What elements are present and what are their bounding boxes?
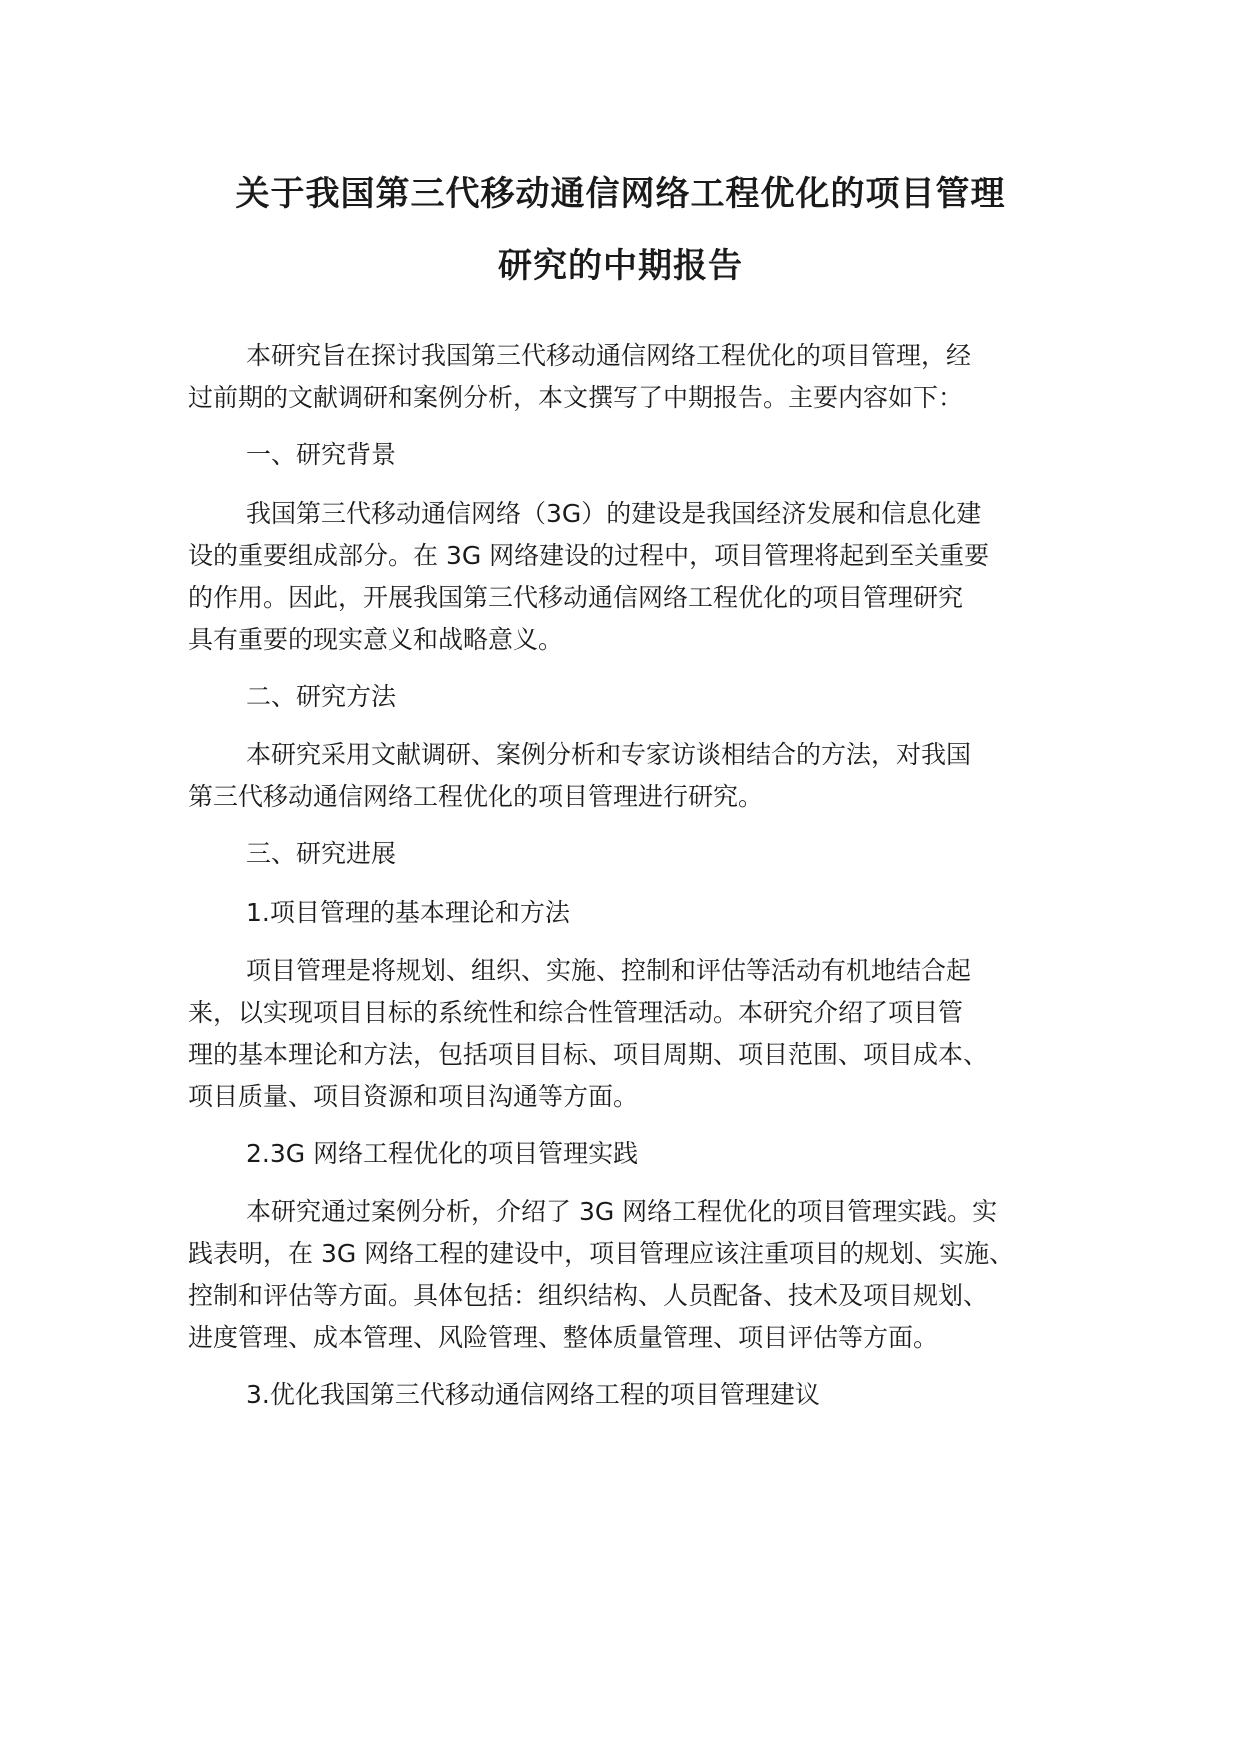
section1-line-2: 设的重要组成部分。在 3G 网络建设的过程中，项目管理将起到至关重要 bbox=[188, 541, 990, 570]
sub1-line-1: 项目管理是将规划、组织、实施、控制和评估等活动有机地结合起 bbox=[246, 956, 972, 985]
section3-heading: 三、研究进展 bbox=[246, 839, 397, 868]
sub1-line-3: 理的基本理论和方法，包括项目目标、项目周期、项目范围、项目成本、 bbox=[188, 1040, 989, 1069]
sub2-line-3: 控制和评估等方面。具体包括：组织结构、人员配备、技术及项目规划、 bbox=[188, 1281, 989, 1310]
section1-line-3: 的作用。因此，开展我国第三代移动通信网络工程优化的项目管理研究 bbox=[188, 583, 964, 612]
section2-line-2: 第三代移动通信网络工程优化的项目管理进行研究。 bbox=[188, 782, 764, 811]
sub1-heading: 1.项目管理的基本理论和方法 bbox=[246, 898, 570, 927]
sub1-line-4: 项目质量、项目资源和项目沟通等方面。 bbox=[188, 1082, 639, 1111]
sub2-line-1: 本研究通过案例分析，介绍了 3G 网络工程优化的项目管理实践。实 bbox=[246, 1197, 998, 1226]
sub2-heading: 2.3G 网络工程优化的项目管理实践 bbox=[246, 1139, 639, 1168]
section2-heading: 二、研究方法 bbox=[246, 682, 397, 711]
sub3-heading: 3.优化我国第三代移动通信网络工程的项目管理建议 bbox=[246, 1380, 820, 1409]
title-line-2: 研究的中期报告 bbox=[498, 246, 743, 286]
sub2-line-2: 践表明，在 3G 网络工程的建设中，项目管理应该注重项目的规划、实施、 bbox=[188, 1239, 1015, 1268]
sub2-line-4: 进度管理、成本管理、风险管理、整体质量管理、项目评估等方面。 bbox=[188, 1323, 939, 1352]
intro-line-1: 本研究旨在探讨我国第三代移动通信网络工程优化的项目管理，经 bbox=[246, 341, 972, 370]
section1-line-1: 我国第三代移动通信网络（3G）的建设是我国经济发展和信息化建 bbox=[246, 499, 982, 528]
sub1-line-2: 来，以实现项目目标的系统性和综合性管理活动。本研究介绍了项目管 bbox=[188, 998, 964, 1027]
section1-heading: 一、研究背景 bbox=[246, 440, 397, 469]
title-line-1: 关于我国第三代移动通信网络工程优化的项目管理 bbox=[235, 174, 1006, 214]
intro-line-2: 过前期的文献调研和案例分析，本文撰写了中期报告。主要内容如下： bbox=[188, 383, 964, 412]
section1-line-4: 具有重要的现实意义和战略意义。 bbox=[188, 625, 564, 654]
section2-line-1: 本研究采用文献调研、案例分析和专家访谈相结合的方法，对我国 bbox=[246, 740, 972, 769]
